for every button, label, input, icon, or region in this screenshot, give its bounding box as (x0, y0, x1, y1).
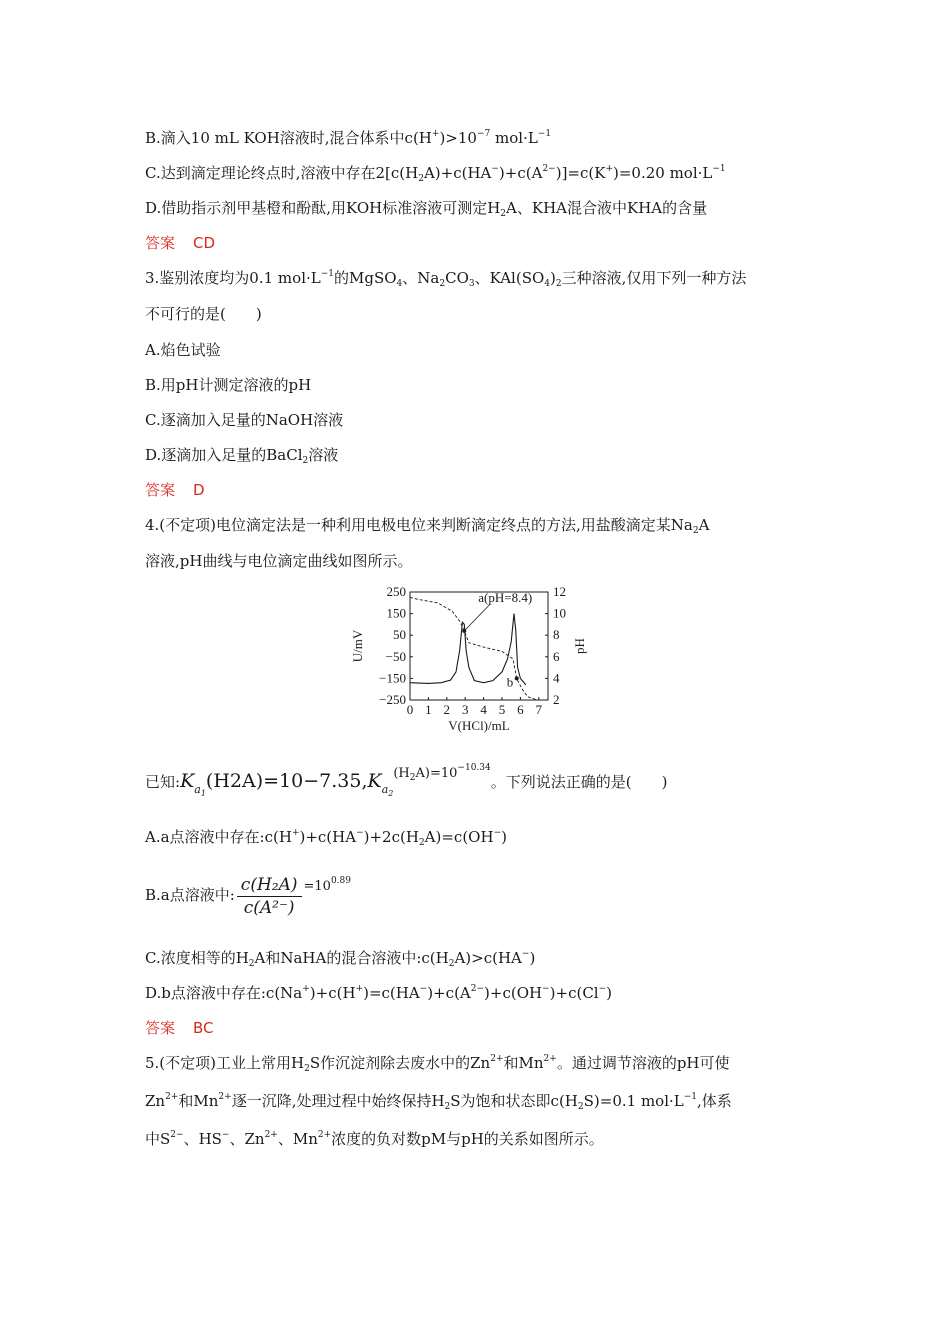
ph-curve (410, 597, 537, 700)
q3-stem-line2: 不可行的是( ) (145, 305, 262, 323)
q2-option-c: C.达到滴定理论终点时,溶液中存在$2[c(H_2A)+c(HA^-)+c(A^{2-})]=c(K^+)=0.20$ $mol\cdot L^{-1}$ (145, 164, 726, 184)
y-left-tick-label: 250 (386, 584, 406, 599)
q3-option-a: A.焰色试验 (145, 341, 221, 359)
ka1-symbol: $K_{a_1}(H2A)=10-7.35$, (180, 770, 368, 798)
y-right-axis-label: pH (572, 638, 587, 654)
ka2-symbol: $K_{a_2}$ (367, 770, 394, 798)
q4-answer: 答案 BC (145, 1019, 214, 1037)
point-b-label: b (506, 674, 514, 690)
y-right-tick-label: 4 (553, 670, 560, 686)
x-tick-label: 7 (535, 702, 543, 717)
y-right-tick-label: 2 (553, 692, 560, 707)
q2-option-b: B.滴入10 mL KOH溶液时,混合体系中$c(H^+)>10^{-7}$ $mol\cdot L^{-1}$ (145, 129, 552, 147)
y-right-tick-label: 10 (553, 605, 566, 621)
q4-stem-line2: 溶液,pH曲线与电位滴定曲线如图所示。 (145, 552, 413, 570)
q4-option-a: A.a点溶液中存在$:c(H^+)+c(HA^-)+2c(H_2A)=c(OH^-)$ (145, 828, 507, 848)
chart-annotations (462, 590, 532, 689)
y-left-tick-label: 50 (393, 627, 406, 643)
titration-chart (348, 580, 608, 750)
q5-stem-line2: $Zn^{2+}$和$Mn^{2+}$逐一沉降,处理过程中始终保持$H_2S$为饱和状态即$c(H_2S)=0.1$ $mol\cdot L^{-1}$,体系 (145, 1092, 732, 1112)
chart-series (410, 597, 537, 700)
x-tick-label: 5 (498, 702, 506, 717)
y-right-tick-label: 12 (553, 584, 566, 599)
chart-ticks (350, 584, 587, 733)
point-a-label: a(pH=8.4) (478, 590, 533, 605)
q3-option-b: B.用pH计测定溶液的pH (145, 376, 312, 394)
q4-option-d: D.b点溶液中存在$:c(Na^+)+c(H^+)=c(HA^-)+c(A^{2-})+c(OH^-)+c(Cl^-)$ (145, 984, 613, 1002)
y-left-tick-label: 150 (386, 605, 406, 621)
x-tick-label: 4 (480, 702, 487, 717)
q3-option-c: C.逐滴加入足量的NaOH溶液 (145, 411, 344, 429)
q3-answer: 答案 D (145, 481, 205, 499)
x-axis-label: V(HCl)/mL (448, 718, 510, 733)
fraction: $\frac{\text{c(H₂A)}}{\text{c(A²⁻)}}$ (237, 874, 302, 919)
point-a-leader (464, 604, 490, 631)
x-tick-label: 6 (517, 702, 524, 717)
q3-stem-line1: 3.鉴别浓度均为0.1 $mol\cdot L^{-1}$的MgSO$_4$、$Na_2CO_3$、$KAl(SO_4)_2$三种溶液,仅用下列一种方法 (145, 269, 747, 289)
q4-option-c: C.浓度相等的$H_2A$和NaHA的混合溶液中$:c(H_2A)>c(HA^-)$ (145, 949, 536, 969)
x-tick-label: 3 (461, 702, 469, 717)
q5-stem-line1: 5.(不定项)工业上常用$H_2S$作沉淀剂除去废水中的$Zn^{2+}$和$Mn^{2+}$。通过调节溶液的pH可使 (145, 1054, 730, 1074)
q4-option-b: B.a点溶液中: $\frac{\text{c(H₂A)}}{\text{c(A²⁻)}}$ $^{=10^{0.89}}$ (145, 874, 351, 918)
q2-answer: 答案 CD (145, 234, 216, 252)
q4-known: 已知$:K_{a_1}(H2A)=10-7.35,K_{a_2}^{(H_2A)=10^{-10.34}}$。下列说法正确的是( ) (145, 763, 668, 798)
q4-stem-line1: 4.(不定项)电位滴定法是一种利用电极电位来判断滴定终点的方法,用盐酸滴定某$Na_2A$ (145, 516, 710, 536)
point-b (515, 676, 519, 680)
y-right-tick-label: 6 (553, 648, 560, 664)
x-tick-label: 2 (443, 702, 451, 717)
y-left-tick-label: −250 (379, 692, 406, 707)
q3-option-d: D.逐滴加入足量的BaCl$_2$溶液 (145, 446, 339, 466)
y-left-axis-label: U/mV (350, 629, 365, 663)
q2-option-d: D.借助指示剂甲基橙和酚酞,用KOH标准溶液可测定$H_2A$、KHA混合液中KHA的含量 (145, 199, 708, 219)
y-right-tick-label: 8 (553, 627, 560, 643)
x-tick-label: 0 (406, 702, 414, 717)
y-left-tick-label: −50 (385, 648, 406, 664)
y-left-tick-label: −150 (379, 670, 406, 686)
q5-stem-line3: 中$S^{2-}$、HS−、$Zn^{2+}$、$Mn^{2+}$浓度的负对数pM与pH的关系如图所示。 (145, 1130, 604, 1148)
x-tick-label: 1 (425, 702, 432, 717)
